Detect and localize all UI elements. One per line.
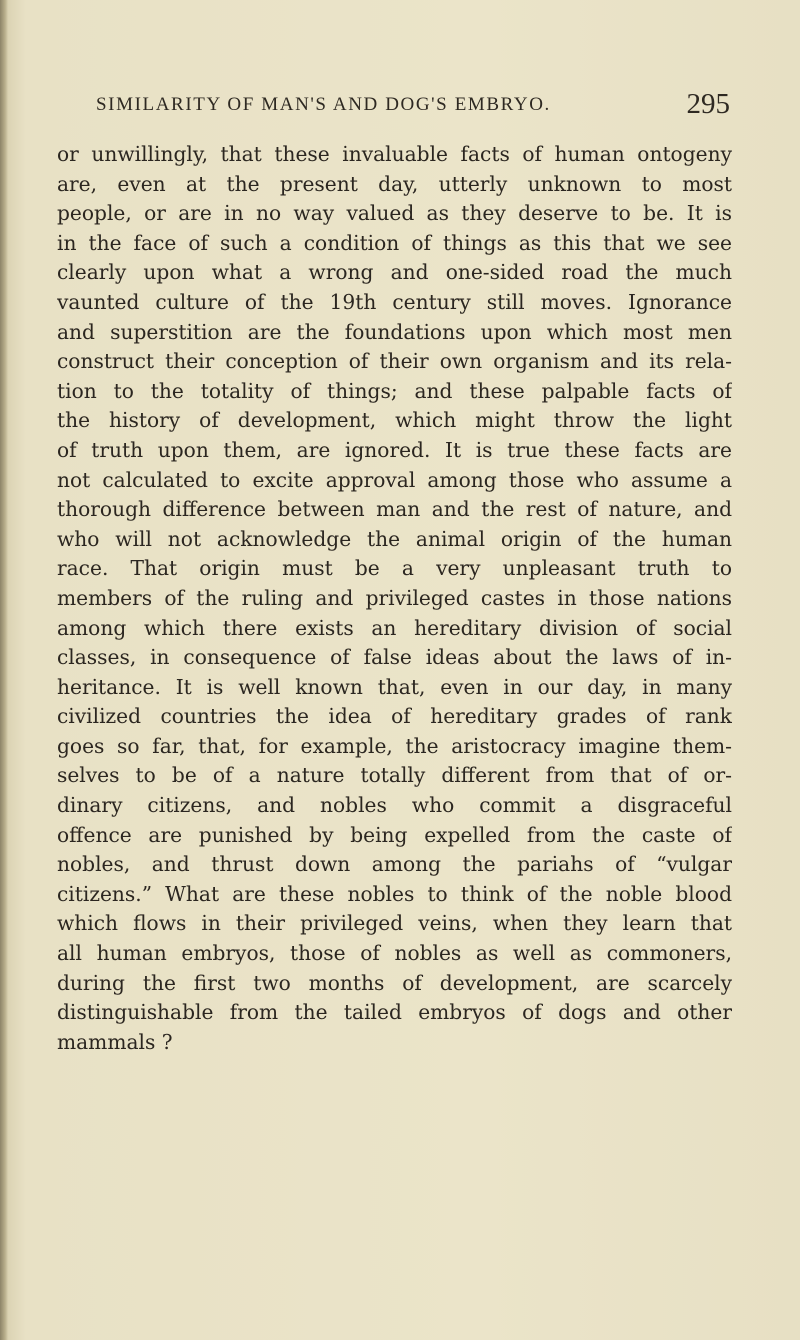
text-line: construct their conception of their own organism and its rela- <box>57 349 732 374</box>
text-line: classes, in consequence of false ideas about the laws of in- <box>57 645 732 670</box>
text-line: goes so far, that, for example, the aristocracy imagine them- <box>57 733 732 758</box>
text-line: offence are punished by being expelled from the caste of <box>57 822 732 847</box>
text-line: mammals ? <box>57 1029 173 1054</box>
text-line: selves to be of a nature totally different from that of or- <box>57 763 732 788</box>
text-line: during the first two months of development, are scarcely <box>57 970 732 995</box>
text-line: are, even at the present day, utterly unknown to most <box>57 171 732 196</box>
text-line: thorough difference between man and the rest of nature, and <box>57 497 732 522</box>
running-head: SIMILARITY OF MAN'S AND DOG'S EMBRYO. <box>96 94 551 115</box>
text-line: dinary citizens, and nobles who commit a disgraceful <box>57 793 732 818</box>
text-line: or unwillingly, that these invaluable facts of human ontogeny <box>57 142 732 166</box>
text-line: heritance. It is well known that, even in our day, in many <box>57 674 732 699</box>
text-line: civilized countries the idea of hereditary grades of rank <box>57 704 732 729</box>
text-line: clearly upon what a wrong and one-sided road the much <box>57 260 732 285</box>
page-header <box>96 88 730 128</box>
text-line: nobles, and thrust down among the pariahs of “vulgar <box>57 852 732 877</box>
text-line: of truth upon them, are ignored. It is true these facts are <box>57 437 732 462</box>
text-line: who will not acknowledge the animal origin of the human <box>57 526 732 551</box>
text-line: tion to the totality of things; and these palpable facts of <box>57 378 732 403</box>
text-line: distinguishable from the tailed embryos of dogs and other <box>57 1000 732 1025</box>
text-line: all human embryos, those of nobles as well as commoners, <box>57 941 732 966</box>
page-number: 295 <box>686 88 730 120</box>
text-line: which flows in their privileged veins, when they learn that <box>57 911 732 936</box>
text-line: vaunted culture of the 19th century still moves. Ignorance <box>57 289 732 314</box>
text-line: in the face of such a condition of things as this that we see <box>57 230 732 255</box>
text-line: among which there exists an hereditary division of social <box>57 615 732 640</box>
text-line: not calculated to excite approval among those who assume a <box>57 467 732 492</box>
text-line: members of the ruling and privileged castes in those nations <box>57 585 732 610</box>
text-line: people, or are in no way valued as they deserve to be. It is <box>57 201 732 226</box>
text-line: race. That origin must be a very unpleasant truth to <box>57 556 732 581</box>
body-paragraph <box>57 140 732 1057</box>
text-line: citizens.” What are these nobles to think of the noble blood <box>57 881 732 906</box>
text-line: and superstition are the foundations upon which most men <box>57 319 732 344</box>
text-line: the history of development, which might throw the light <box>57 408 732 433</box>
page-binding-edge <box>0 0 8 1340</box>
